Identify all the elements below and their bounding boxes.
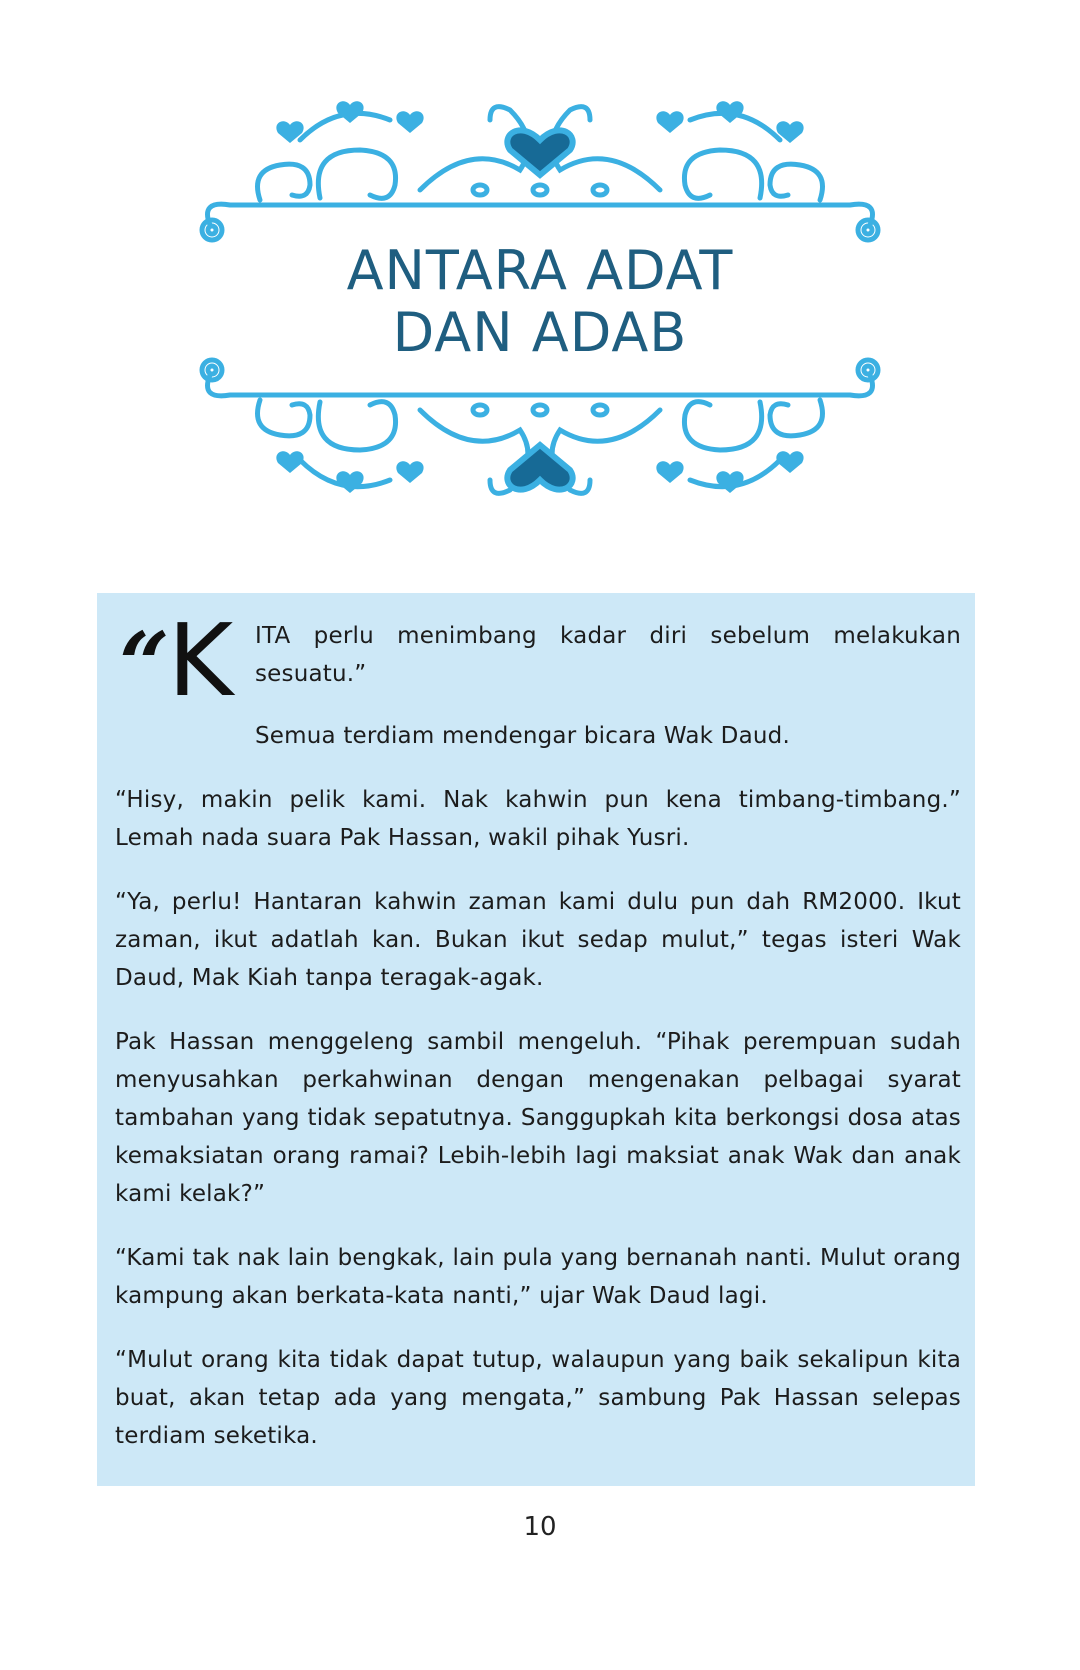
chapter-title-line-1: ANTARA ADAT xyxy=(346,239,734,302)
paragraph-5: Pak Hassan menggeleng sambil mengeluh. “Pihak perempuan sudah menyusahkan perkahwinan dengan mengenakan pelbagai syarat tambahan yang tidak sepatutnya. Sanggupkah kita berkongsi dosa atas kemaksiatan orang ramai? Lebih-lebih lagi maksiat anak Wak dan anak kami kelak?” xyxy=(115,1029,961,1207)
paragraph-7: “Mulut orang kita tidak dapat tutup, walaupun yang baik sekalipun kita buat, akan tetap ada yang mengata,” sambung Pak Hassan selepas terdiam seketika. xyxy=(115,1347,961,1449)
drop-cap-letter: K xyxy=(167,602,234,719)
chapter-header xyxy=(190,80,890,520)
drop-cap xyxy=(119,602,234,719)
paragraph-3: “Hisy, makin pelik kami. Nak kahwin pun kena timbang-timbang.” Lemah nada suara Pak Hassan, wakil pihak Yusri. xyxy=(115,787,961,851)
paragraph-6: “Kami tak nak lain bengkak, lain pula yang bernanah nanti. Mulut orang kampung akan berkata-kata nanti,” ujar Wak Daud lagi. xyxy=(115,1245,961,1309)
paragraph-2: Semua terdiam mendengar bicara Wak Daud. xyxy=(255,723,790,749)
paragraph-4: “Ya, perlu! Hantaran kahwin zaman kami dulu pun dah RM2000. Ikut zaman, ikut adatlah kan. Bukan ikut sedap mulut,” tegas isteri Wak Daud, Mak Kiah tanpa teragak-agak. xyxy=(115,889,961,991)
opening-paragraph xyxy=(115,602,961,719)
drop-cap-quote: “ xyxy=(119,612,164,716)
story-text-box xyxy=(97,593,975,1486)
chapter-title-line-2: DAN ADAB xyxy=(392,301,688,364)
paragraph-1: ITA perlu menimbang kadar diri sebelum melakukan sesuatu.” xyxy=(255,623,961,687)
page-number: 10 xyxy=(523,1512,557,1542)
chapter-title xyxy=(190,240,890,364)
